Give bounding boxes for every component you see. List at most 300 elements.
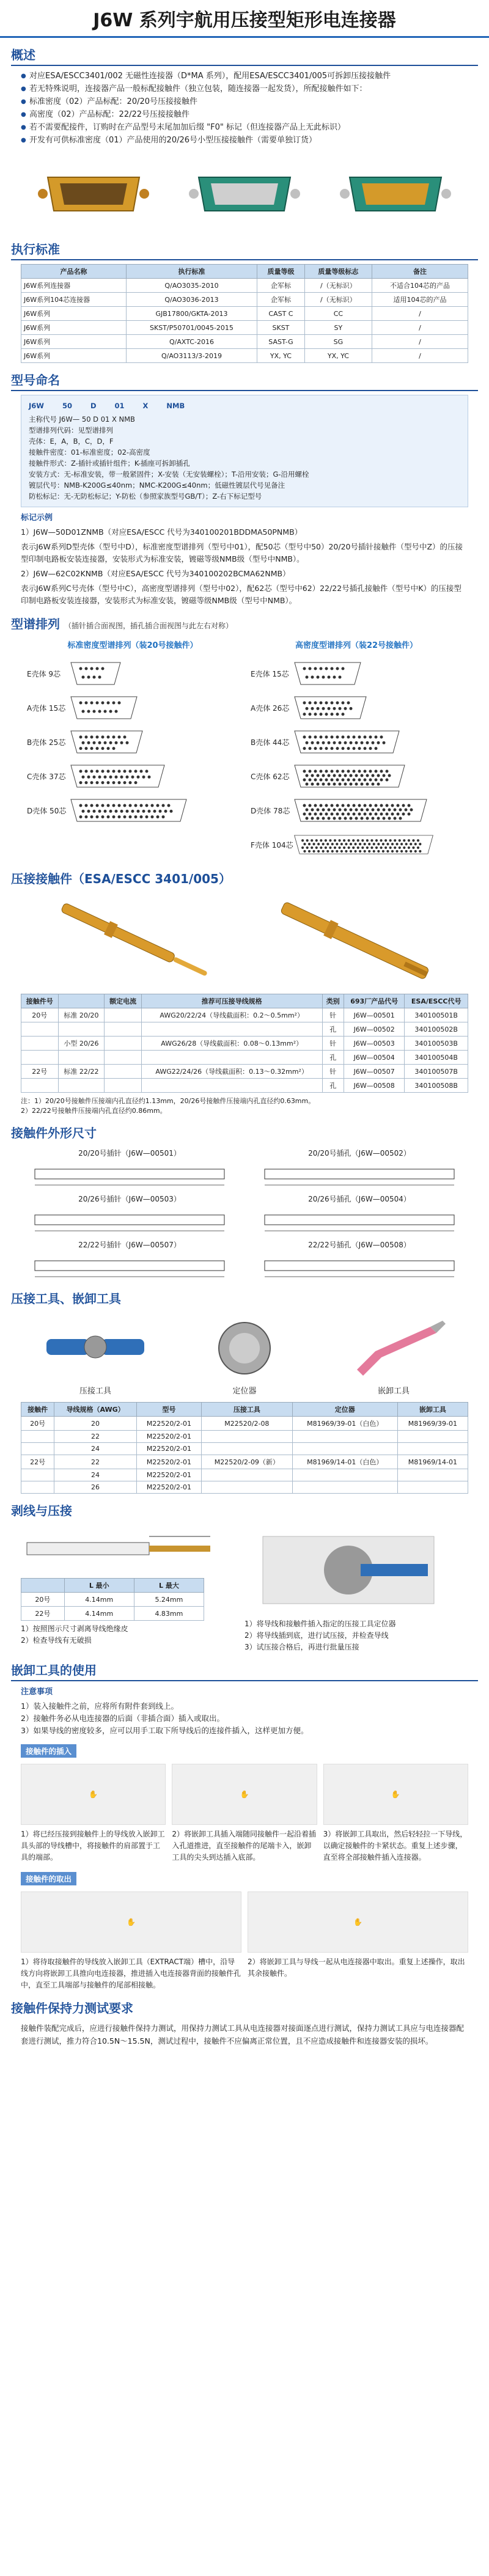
pin-hole	[306, 774, 309, 777]
table-cell: M22520/2-01	[136, 1455, 201, 1469]
pin-hole	[405, 850, 408, 853]
pin-hole	[134, 804, 138, 807]
pin-hole	[417, 846, 419, 849]
layout-label: E壳体 9芯	[27, 669, 61, 678]
table-cell: 针	[322, 1037, 344, 1051]
pin-hole	[373, 850, 375, 853]
model-line: 型谱排列代码：见型谱排列	[29, 426, 113, 435]
pin-hole	[123, 781, 127, 784]
table-cell	[201, 1443, 292, 1455]
pin-hole	[82, 810, 85, 813]
pin-hole	[322, 783, 325, 786]
pin-hole	[383, 809, 386, 812]
pin-hole	[87, 741, 90, 744]
pin-hole	[170, 810, 173, 813]
pin-hole	[320, 702, 323, 705]
pin-hole	[353, 804, 356, 807]
pin-hole	[347, 813, 350, 816]
pin-hole	[96, 804, 99, 807]
mark-example-1: 1）J6W—50D01ZNMB（对应ESA/ESCC 代号为340100201BDDMA50PNMB）	[21, 527, 303, 537]
pin-hole	[354, 843, 356, 845]
pin-hole	[326, 843, 329, 845]
pin-hole	[331, 813, 334, 816]
pin-hole	[93, 710, 96, 713]
layout-label: A壳体 15芯	[27, 703, 66, 713]
table-cell: SY	[304, 321, 372, 335]
pin-hole	[331, 702, 334, 705]
pin-hole	[148, 810, 151, 813]
pin-hole	[339, 707, 342, 710]
table-cell: J6W系列	[21, 307, 127, 321]
pin-hole	[344, 809, 347, 812]
pin-hole	[98, 741, 101, 744]
table-cell	[58, 1079, 105, 1093]
pin-hole	[375, 804, 378, 807]
pin-hole	[107, 815, 110, 818]
pin-hole	[101, 747, 105, 750]
pin-hole	[109, 810, 112, 813]
table-cell: M22520/2-01	[136, 1431, 201, 1443]
pin-hole	[320, 736, 323, 739]
pin-hole	[322, 809, 325, 812]
layout-item	[27, 759, 238, 793]
table-cell	[105, 1065, 142, 1079]
table-cell	[201, 1481, 292, 1494]
layout-diagram	[70, 798, 188, 823]
pin-hole	[394, 809, 397, 812]
pin-hole	[311, 817, 314, 820]
pin-hole	[353, 813, 356, 816]
table-cell	[105, 1051, 142, 1065]
table-cell: M81969/14-01（白色）	[292, 1455, 397, 1469]
table-cell: 不适合104芯的产品	[372, 279, 468, 293]
pin-hole	[388, 774, 391, 777]
pin-hole	[308, 843, 311, 845]
pin-hole	[340, 850, 343, 853]
table-row	[21, 335, 468, 349]
table-cell: 4.14mm	[64, 1593, 134, 1607]
pin-hole	[402, 813, 405, 816]
pin-hole	[386, 843, 389, 845]
mount-notes-title: 注意事项	[21, 1687, 53, 1697]
pin-hole	[325, 770, 328, 773]
pin-hole	[320, 770, 323, 773]
pin-hole	[140, 770, 143, 773]
pin-hole	[96, 667, 99, 670]
pin-hole	[325, 839, 327, 842]
mount-note: 1）装入接触件之前，应将所有附件套到线上。	[21, 1701, 178, 1711]
pin-hole	[306, 846, 309, 849]
pin-hole	[339, 809, 342, 812]
pin-hole	[118, 804, 121, 807]
pin-hole	[167, 804, 171, 807]
pin-hole	[312, 843, 315, 845]
pin-hole	[317, 843, 320, 845]
mount-note: 3）如果导线的密度较多，应可以用手工取下所导线后的连接件插入，这样更加方便。	[21, 1726, 309, 1735]
table-row	[21, 1455, 468, 1469]
pin-hole	[382, 843, 384, 845]
pin-hole	[331, 747, 334, 750]
pin-hole	[394, 817, 397, 820]
pin-hole	[353, 770, 356, 773]
pin-hole	[366, 774, 369, 777]
table-cell: Q/AXTC-2016	[126, 335, 257, 349]
pin-hole	[309, 667, 312, 670]
outline-label: 20/20号插孔（J6W—00502）	[308, 1149, 411, 1158]
pin-hole	[403, 839, 405, 842]
layout-label: D壳体 50芯	[27, 806, 67, 815]
table-cell: 20	[54, 1417, 137, 1431]
overview-bullet: ● 开发有可供标准密度（01）产品使用的20/26号小型压接接触件（需要单独订货）	[21, 134, 468, 147]
pin-hole	[317, 676, 320, 679]
remove-step	[248, 1892, 468, 1991]
pin-hole	[118, 702, 121, 705]
pin-hole	[104, 741, 107, 744]
outline-label: 22/22号插针（J6W—00507）	[78, 1241, 181, 1249]
table-header-row	[21, 265, 468, 279]
pin-hole	[344, 741, 347, 744]
pin-hole	[320, 846, 322, 849]
pin-hole	[328, 741, 331, 744]
table-row	[21, 321, 468, 335]
table-cell	[21, 1037, 59, 1051]
pin-hole	[79, 781, 83, 784]
outline-drawing	[29, 1206, 230, 1233]
pin-hole	[115, 810, 118, 813]
pin-hole	[339, 774, 342, 777]
pin-hole	[137, 810, 140, 813]
table-cell: AWG22/24/26（导线截面积：0.13～0.32mm²）	[141, 1065, 322, 1079]
pin-hole	[344, 783, 347, 786]
layout-item	[251, 793, 462, 827]
pin-hole	[397, 804, 400, 807]
pin-hole	[348, 839, 350, 842]
pin-hole	[355, 783, 358, 786]
table-row	[21, 1065, 468, 1079]
pin-hole	[314, 770, 317, 773]
strip-right-steps	[244, 1618, 468, 1653]
pin-hole	[347, 747, 350, 750]
pin-hole	[90, 747, 94, 750]
table-header-row	[21, 994, 468, 1008]
mark-example-2-desc: 表示J6W系列C号壳体（型号中C），高密度型谱排列（型号中02），配62芯（型号中62）22/22号插孔接触件（型号中K）的压接型印制电路板安装连接器，安装形式为标准安装，镀磁等级NMB级（型号中NMB）。	[21, 584, 461, 605]
pin-hole	[350, 741, 353, 744]
pin-hole	[388, 809, 391, 812]
pin-hole	[112, 736, 116, 739]
positioner-icon	[183, 1315, 306, 1382]
pin-hole	[87, 810, 90, 813]
pin-hole	[375, 813, 378, 816]
pin-hole	[118, 770, 121, 773]
table-cell	[397, 1469, 468, 1481]
table-header-row	[21, 1403, 468, 1417]
table-row	[21, 1008, 468, 1022]
pin-hole	[329, 839, 331, 842]
pin-hole	[336, 736, 339, 739]
pin-hole	[311, 676, 314, 679]
pin-hole	[358, 736, 361, 739]
pin-hole	[399, 817, 402, 820]
table-header: 执行标准	[126, 265, 257, 279]
pin-hole	[352, 839, 355, 842]
pin-hole	[386, 813, 389, 816]
pin-hole	[328, 774, 331, 777]
strip-right	[244, 1524, 468, 1653]
pin-hole	[82, 741, 85, 744]
connector-photo-gold	[35, 159, 152, 226]
pin-hole	[317, 783, 320, 786]
pin-hole	[96, 770, 99, 773]
pin-hole	[90, 770, 94, 773]
pin-hole	[306, 839, 309, 842]
table-cell: SKST	[257, 321, 305, 335]
outline-label: 22/22号插孔（J6W—00508）	[308, 1241, 411, 1249]
mark-example-1-desc: 表示J6W系列D型壳体（型号中D），标准密度型谱排列（型号中01），配50芯（型号中50）20/20号插针接触件（型号中Z）的压接型印制电路板安装连接器，安装形式为标准安装，镀磁等级NMB级（型号中NMB）。	[21, 542, 463, 563]
table-cell	[201, 1469, 292, 1481]
pin-hole	[82, 710, 85, 713]
pin-hole	[325, 779, 328, 782]
table-cell: 针	[322, 1008, 344, 1022]
pin-hole	[364, 770, 367, 773]
pin-hole	[309, 779, 312, 782]
outline-drawing	[259, 1252, 460, 1279]
pin-hole	[353, 747, 356, 750]
layout-label: B壳体 44芯	[251, 738, 290, 747]
layout-diagram	[70, 764, 166, 788]
overview-list	[21, 70, 468, 147]
pin-hole	[366, 846, 369, 849]
table-cell	[292, 1481, 397, 1494]
pin-hole	[309, 702, 312, 705]
pin-hole	[90, 736, 94, 739]
pin-hole	[79, 815, 83, 818]
layout-grid	[21, 639, 468, 862]
pin-hole	[309, 813, 312, 816]
pin-hole	[331, 779, 334, 782]
pin-hole	[399, 846, 401, 849]
pin-hole	[358, 747, 361, 750]
table-header: 备注	[372, 265, 468, 279]
model-line: 镀层代号：NMB-K200G≤40nm；NMC-K200G≤40nm；低磁性镀层代号见备注	[29, 481, 285, 490]
layout-col-standard	[21, 639, 244, 862]
pin-hole	[96, 815, 99, 818]
pin-hole	[85, 815, 88, 818]
pin-hole	[328, 783, 331, 786]
pin-hole	[85, 770, 88, 773]
outline-drawing	[29, 1252, 230, 1279]
pin-hole	[348, 846, 350, 849]
pin-hole	[107, 770, 110, 773]
pin-hole	[162, 815, 165, 818]
pin-hole	[320, 747, 323, 750]
pin-hole	[96, 747, 99, 750]
layout-label: C壳体 62芯	[251, 772, 290, 781]
pin-hole	[303, 667, 306, 670]
pin-hole	[315, 839, 318, 842]
model-line: 安装方式：无-标准安装，带一般紧固件；X-安装（无安装螺栓）；T-沿用安装；G-沿用螺栓	[29, 470, 309, 479]
pin-hole	[326, 850, 329, 853]
pin-hole	[325, 846, 327, 849]
table-header: 质量等级标志	[304, 265, 372, 279]
pin-hole	[317, 707, 320, 710]
pin-hole	[153, 810, 156, 813]
contact-pin-photo	[43, 895, 226, 987]
pin-hole	[410, 843, 412, 845]
pin-hole	[320, 779, 323, 782]
connector-photo-teal-1	[186, 159, 303, 226]
pin-hole	[85, 747, 88, 750]
pin-hole	[303, 804, 306, 807]
table-cell: J6W系列	[21, 335, 127, 349]
pin-hole	[366, 783, 369, 786]
pin-hole	[303, 736, 306, 739]
table-row	[21, 1607, 204, 1621]
pin-hole	[350, 809, 353, 812]
table-cell: 26	[54, 1481, 137, 1494]
table-header: L 最小	[64, 1579, 134, 1593]
table-cell	[397, 1443, 468, 1455]
pin-hole	[145, 815, 149, 818]
pin-hole	[353, 779, 356, 782]
retention-heading: 接触件保持力测试要求	[11, 2001, 133, 2016]
pin-hole	[315, 846, 318, 849]
table-cell: /（无标识）	[304, 279, 372, 293]
pin-hole	[336, 779, 339, 782]
table-header	[21, 1579, 65, 1593]
insert-steps	[21, 1764, 468, 1863]
pin-hole	[115, 776, 118, 779]
pin-hole	[107, 747, 110, 750]
pin-hole	[306, 809, 309, 812]
table-cell: 孔	[322, 1079, 344, 1093]
pin-hole	[375, 846, 378, 849]
table-cell: M81969/14-01	[397, 1455, 468, 1469]
insert-step-text: 3）将嵌卸工具取出，然后轻轻拉一下导线，以确定接触件的卡紧状态。重复上述步骤，直至将全部接触件插入连接器。	[323, 1830, 468, 1862]
overview-bullet: ● 标准密度（02）产品标配：20/20号压接接触件	[21, 95, 468, 108]
pin-hole	[303, 702, 306, 705]
pin-hole	[325, 702, 328, 705]
pin-hole	[79, 736, 83, 739]
pin-hole	[328, 676, 331, 679]
table-cell	[105, 1079, 142, 1093]
pin-hole	[382, 850, 384, 853]
pin-hole	[101, 781, 105, 784]
pin-hole	[364, 850, 366, 853]
insert-tool-icon	[333, 1315, 455, 1382]
pin-hole	[101, 667, 105, 670]
pin-hole	[358, 770, 361, 773]
pin-hole	[410, 809, 413, 812]
pin-hole	[131, 776, 134, 779]
contacts-heading: 压接接触件（ESA/ESCC 3401/005）	[11, 872, 231, 886]
pin-hole	[370, 846, 373, 849]
table-cell: M22520/2-08	[201, 1417, 292, 1431]
strip-step: 1）按照图示尺寸剥离导线绝缘皮	[21, 1624, 128, 1633]
pin-hole	[369, 779, 372, 782]
table-cell: J6W—00501	[344, 1008, 404, 1022]
pin-hole	[361, 839, 364, 842]
pin-hole	[314, 804, 317, 807]
pin-hole	[306, 676, 309, 679]
pin-hole	[112, 804, 116, 807]
pin-hole	[322, 676, 325, 679]
pin-hole	[107, 736, 110, 739]
table-cell: 24	[54, 1469, 137, 1481]
pin-hole	[120, 810, 123, 813]
table-cell: /	[372, 349, 468, 363]
strip-step: 1）将导线和接触件插入指定的压接工具定位器	[244, 1620, 396, 1628]
table-cell: 340100501B	[405, 1008, 468, 1022]
pin-hole	[400, 850, 403, 853]
pin-hole	[134, 815, 138, 818]
pin-hole	[85, 804, 88, 807]
pin-hole	[317, 809, 320, 812]
pin-hole	[322, 707, 325, 710]
pin-hole	[364, 736, 367, 739]
pin-hole	[394, 839, 396, 842]
pin-hole	[140, 804, 143, 807]
pin-hole	[325, 713, 328, 716]
table-cell: 340100503B	[405, 1037, 468, 1051]
pin-hole	[85, 702, 88, 705]
pin-hole	[331, 713, 334, 716]
pin-hole	[364, 747, 367, 750]
pin-hole	[129, 770, 132, 773]
pin-hole	[301, 846, 304, 849]
pin-hole	[342, 736, 345, 739]
pin-hole	[386, 850, 389, 853]
table-header: 额定电流	[105, 994, 142, 1008]
pin-hole	[342, 813, 345, 816]
pin-hole	[372, 783, 375, 786]
pin-hole	[118, 815, 121, 818]
layout-label: B壳体 25芯	[27, 738, 66, 747]
pin-hole	[90, 702, 94, 705]
table-cell: YX, YC	[257, 349, 305, 363]
pin-hole	[322, 850, 325, 853]
table-cell: 20号	[21, 1593, 65, 1607]
model-code: X	[142, 402, 149, 410]
pin-hole	[314, 813, 317, 816]
pin-hole	[118, 781, 121, 784]
pin-hole	[151, 804, 154, 807]
model-codes	[29, 400, 460, 411]
strip-table	[21, 1578, 204, 1621]
pin-hole	[87, 676, 90, 679]
pin-hole	[325, 747, 328, 750]
pin-hole	[303, 843, 306, 845]
layout-diagram	[293, 661, 362, 686]
table-cell: 22	[54, 1455, 137, 1469]
table-row	[21, 1022, 468, 1037]
pin-hole	[317, 817, 320, 820]
header	[0, 0, 489, 38]
pin-hole	[96, 702, 99, 705]
outline-label: 20/26号插针（J6W—00503）	[78, 1195, 181, 1203]
pin-hole	[325, 813, 328, 816]
insert-step	[323, 1764, 468, 1863]
table-header: 推荐可压接导线规格	[141, 994, 322, 1008]
pin-hole	[361, 809, 364, 812]
contacts-notes	[21, 1096, 468, 1116]
table-cell: CAST C	[257, 307, 305, 321]
pin-hole	[123, 736, 127, 739]
table-cell: 5.24mm	[134, 1593, 204, 1607]
table-cell: SKST/P50701/0045-2015	[126, 321, 257, 335]
pin-hole	[372, 809, 375, 812]
table-cell: J6W—00502	[344, 1022, 404, 1037]
pin-hole	[314, 736, 317, 739]
